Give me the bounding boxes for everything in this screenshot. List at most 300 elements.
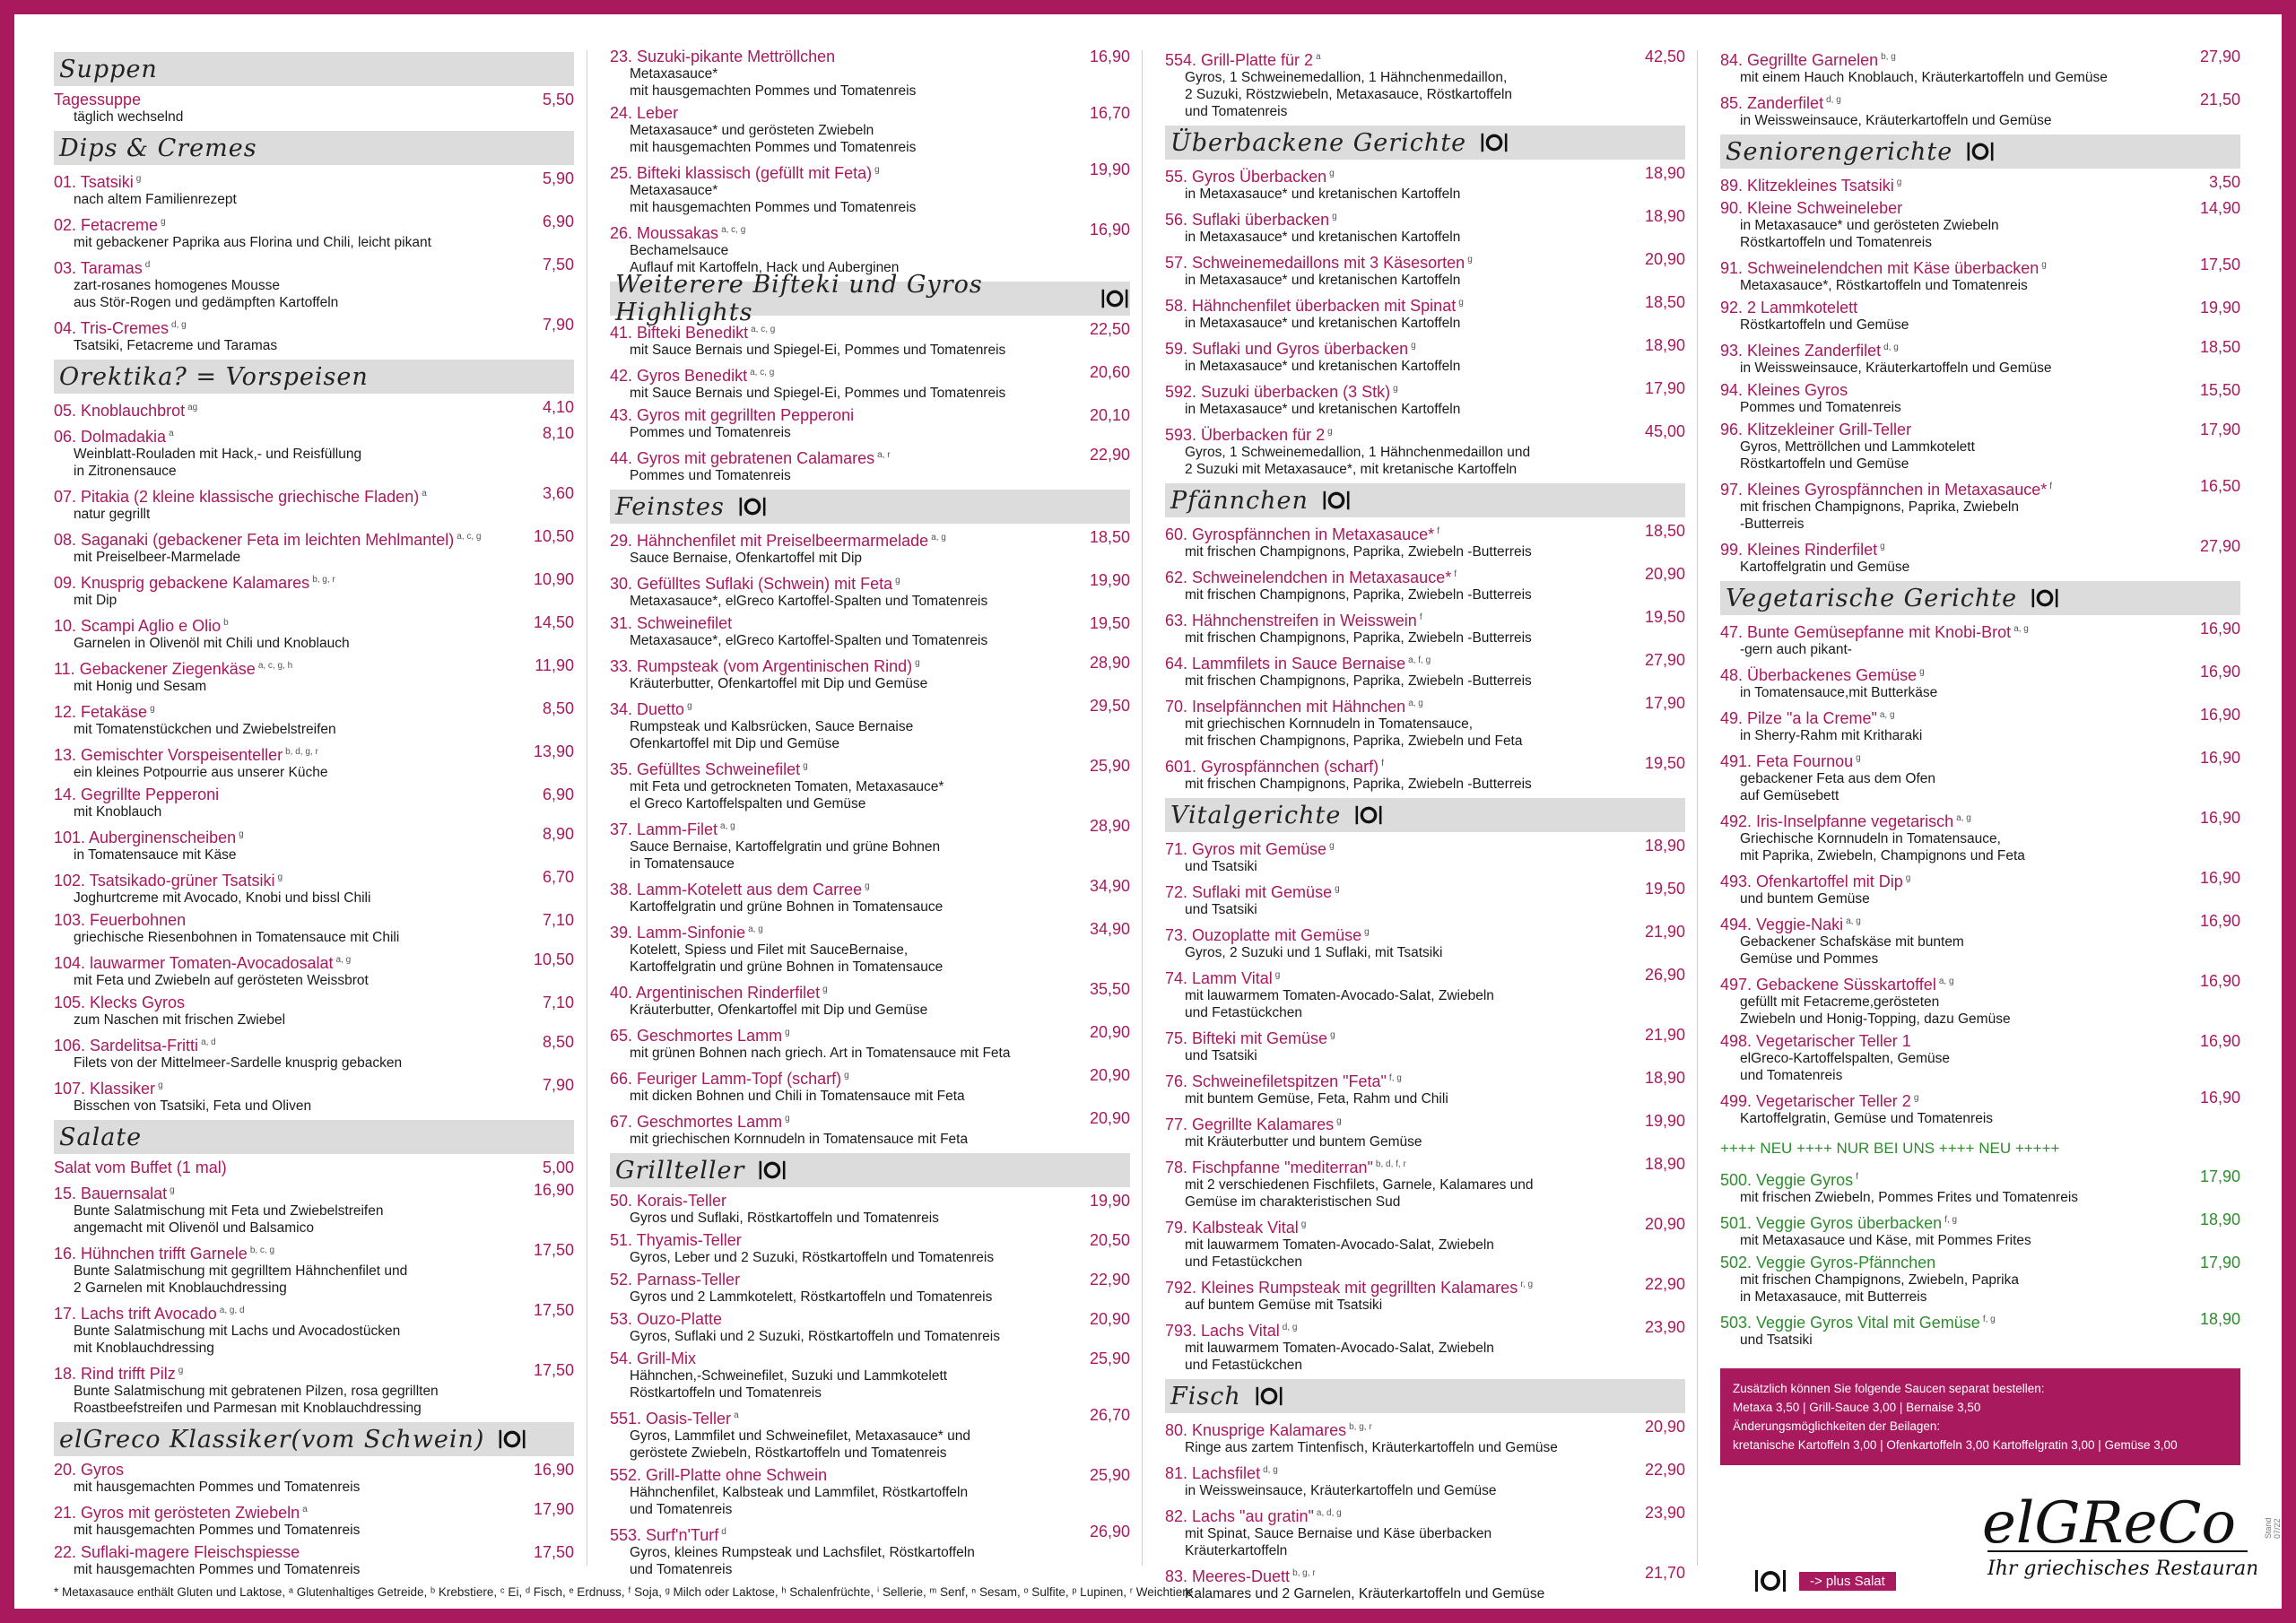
menu-item-name-text: 02. Fetacreme [54, 216, 159, 234]
menu-item [610, 921, 1130, 976]
menu-item-description: Bisschen von Tsatsiki, Feta und Oliven [74, 1098, 312, 1114]
menu-item-description: mit Sauce Bernais und Spiegel-Ei, Pommes und Tomatenreis [630, 343, 1006, 358]
menu-item-description: Kalamares und 2 Garnelen, Kräuterkartoffeln und Gemüse [1185, 1586, 1545, 1601]
menu-item-name [1165, 838, 1685, 858]
allergen-codes: g [874, 165, 880, 175]
menu-item-name-text: 494. Veggie-Naki [1720, 916, 1844, 933]
menu-item-price: 18,90 [1644, 207, 1685, 225]
menu-item-price: 16,50 [2199, 477, 2240, 495]
menu-item-name-text: 04. Tris-Cremes [54, 319, 170, 337]
menu-item-description: Bunte Salatmischung mit gebratenen Pilzen, rosa gegrillten Roastbeefstreifen und Parmesan mit Knoblauchdressing [74, 1384, 439, 1416]
menu-item [1165, 294, 1685, 332]
menu-item-name-text: 22. Suflaki-magere Fleischspiesse [54, 1543, 300, 1561]
menu-item-description: mit frischen Champignons, Zwiebeln, Paprika in Metaxasauce, mit Butterreis [1740, 1272, 2019, 1305]
menu-item [1720, 174, 2240, 195]
menu-item [1720, 382, 2240, 416]
menu-item-name-text: 15. Bauernsalat [54, 1185, 168, 1202]
menu-item [1720, 48, 2240, 86]
menu-item [54, 1544, 574, 1578]
menu-item-name [610, 1193, 1130, 1210]
menu-item-name [1165, 1419, 1685, 1439]
legend [1752, 1567, 1896, 1594]
plate-cutlery-icon [1965, 140, 1996, 163]
info-line: kretanische Kartoffeln 3,00 | Ofenkartoffeln 3,00 Kartoffelgratin 3,00 | Gemüse 3,00 [1733, 1438, 2178, 1452]
menu-item-name-text: 102. Tsatsikado-grüner Tsatsiki [54, 872, 275, 890]
menu-item [54, 657, 574, 695]
menu-item-name [54, 743, 574, 764]
menu-item-description: Kotelett, Spiess und Filet mit SauceBernaise, Kartoffelgratin und grüne Bohnen in Tomatensauce [630, 942, 944, 975]
allergen-codes: g [158, 1081, 163, 1090]
menu-item [610, 1311, 1130, 1345]
menu-item-price: 19,50 [1644, 880, 1685, 898]
section-title: Feinstes [615, 492, 725, 521]
menu-item-description: Gyros und 2 Lammkotelett, Röstkartoffeln und Tomatenreis [630, 1289, 993, 1305]
menu-item-description: mit Feta und getrockneten Tomaten, Metaxasauce* el Greco Kartoffelspalten und Gemüse [630, 779, 944, 812]
menu-item-name-text: 499. Vegetarischer Teller 2 [1720, 1092, 1911, 1110]
allergen-codes: g [1300, 1219, 1307, 1229]
menu-item-description: Rumpsteak und Kalbsrücken, Sauce Bernaise Ofenkartoffel mit Dip und Gemüse [630, 719, 914, 751]
allergen-codes: g [239, 829, 244, 839]
menu-item-price: 18,90 [1644, 164, 1685, 182]
menu-item-description: Gebackener Schafskäse mit buntem Gemüse und Pommes [1740, 934, 1964, 967]
allergen-codes: g [1327, 427, 1333, 437]
menu-item-name-text: 106. Sardelitsa-Fritti [54, 1037, 199, 1055]
menu-item-price: 18,90 [1644, 336, 1685, 354]
menu-item-description: in Metaxasauce* und kretanischen Kartoffeln [1185, 230, 1461, 245]
menu-item [610, 1407, 1130, 1462]
allergen-codes: a [1316, 52, 1321, 62]
menu-item-description: Kartoffelgratin und Gemüse [1740, 560, 1910, 575]
menu-item-price: 19,50 [1644, 754, 1685, 772]
menu-item-name-text: 104. lauwarmer Tomaten-Avocadosalat [54, 954, 334, 972]
menu-item-price: 35,50 [1089, 980, 1130, 998]
menu-item [1165, 1505, 1685, 1559]
menu-item-price: 19,50 [1644, 608, 1685, 626]
allergen-codes: b, g [1881, 52, 1896, 62]
plate-cutlery-icon [1254, 1384, 1284, 1408]
menu-item-name [54, 912, 574, 929]
menu-item-name-text: 09. Knusprig gebackene Kalamares [54, 574, 310, 592]
menu-item-price: 20,90 [1089, 1109, 1130, 1127]
menu-item-name [1720, 299, 2240, 317]
menu-item-name-text: 82. Lachs "au gratin" [1165, 1507, 1314, 1525]
menu-item-description: mit frischen Champignons, Paprika, Zwiebeln -Butterreis [1185, 673, 1532, 689]
menu-item [1165, 423, 1685, 478]
menu-item [54, 700, 574, 738]
allergen-codes: g [1856, 753, 1861, 763]
allergen-codes: d, g [1282, 1323, 1298, 1332]
menu-item-name-text: 96. Klitzekleiner Grill-Teller [1720, 421, 1912, 438]
menu-item-name-text: 497. Gebackene Süsskartoffel [1720, 976, 1936, 994]
menu-item [54, 1242, 574, 1297]
menu-item-description: mit einem Hauch Knoblauch, Kräuterkartoffeln und Gemüse [1740, 70, 2108, 85]
allergen-codes: d [144, 260, 151, 270]
menu-item-name [1720, 1211, 2240, 1232]
menu-item-description: mit grünen Bohnen nach griech. Art in Tomatensauce mit Feta [630, 1046, 1011, 1061]
section-header [54, 1120, 574, 1154]
allergen-codes: g [170, 1185, 175, 1195]
menu-item-name [1165, 294, 1685, 315]
allergen-codes: g [1905, 873, 1911, 883]
menu-item-description: in Metaxasauce* und gerösteten Zwiebeln Röstkartoffeln und Tomatenreis [1740, 218, 1999, 250]
allergen-codes: f [1381, 759, 1384, 768]
menu-item-name [54, 1302, 574, 1323]
menu-item-name-text: 12. Fetakäse [54, 703, 148, 721]
menu-item-name [1165, 1113, 1685, 1133]
menu-item [54, 912, 574, 946]
menu-item-price: 16,90 [2199, 809, 2240, 827]
menu-item [1165, 1113, 1685, 1150]
menu-item-price: 13,90 [533, 742, 574, 760]
menu-item-name [610, 1407, 1130, 1428]
menu-item-name [610, 1311, 1130, 1328]
menu-item-price: 20,90 [1644, 565, 1685, 583]
menu-item-name-text: 81. Lachsfilet [1165, 1464, 1261, 1482]
menu-item-description: Tsatsiki, Fetacreme und Taramas [74, 338, 278, 353]
menu-item-name [1165, 755, 1685, 776]
menu-item-name [1165, 251, 1685, 272]
menu-item-name-text: 65. Geschmortes Lamm [610, 1027, 783, 1045]
menu-item [54, 994, 574, 1028]
menu-column-3 [1165, 48, 1685, 1608]
section-header [610, 1153, 1130, 1187]
menu-item-name-text: 20. Gyros [54, 1461, 125, 1479]
menu-item-description: Metaxasauce* mit hausgemachten Pommes und Tomatenreis [630, 66, 917, 99]
menu-item-price: 17,50 [533, 1543, 574, 1561]
menu-item-name-text: 24. Leber [610, 104, 679, 122]
menu-item-price: 5,90 [542, 169, 574, 187]
allergen-codes: g [1896, 178, 1902, 187]
menu-item-description: mit 2 verschiedenen Fischfilets, Garnele, Kalamares und Gemüse im charakteristischen Sud [1185, 1177, 1534, 1210]
menu-item-price: 10,50 [533, 527, 574, 545]
menu-item-name [1165, 1462, 1685, 1482]
menu-item [610, 48, 1130, 100]
allergen-codes: g [1332, 212, 1337, 221]
menu-item-name-text: 07. Pitakia (2 kleine klassische griechische Fladen) [54, 488, 420, 506]
allergen-codes: g [1458, 298, 1464, 308]
allergen-codes: g [844, 1071, 849, 1081]
menu-item-price: 3,50 [2208, 173, 2240, 191]
menu-item-name [1165, 1156, 1685, 1176]
menu-item-name [1720, 256, 2240, 277]
menu-item-name [54, 256, 574, 277]
menu-item-description: und Tsatsiki [1185, 902, 1257, 917]
menu-item [54, 1182, 574, 1237]
menu-item-name-text: 91. Schweinelendchen mit Käse überbacken [1720, 259, 2039, 277]
allergen-codes: g [1919, 667, 1925, 677]
menu-item-name-text: 78. Fischpfanne "mediterran" [1165, 1159, 1373, 1176]
menu-item [610, 615, 1130, 649]
menu-item-name-text: 75. Bifteki mit Gemüse [1165, 1029, 1328, 1047]
menu-item-name [1720, 1033, 2240, 1050]
menu-item-description: in Metaxasauce* und kretanischen Kartoffeln [1185, 187, 1461, 202]
menu-item-price: 34,90 [1089, 920, 1130, 938]
section-title: Orektika? = Vorspeisen [59, 362, 369, 391]
allergen-codes: g [1330, 1030, 1335, 1040]
menu-item-name [54, 213, 574, 234]
allergen-codes: a, g, d [219, 1306, 245, 1315]
menu-item [1720, 256, 2240, 294]
menu-item [1720, 91, 2240, 129]
menu-item-name-text: 40. Argentinischen Rinderfilet [610, 984, 821, 1002]
menu-item-name-text: 13. Gemischter Vorspeisenteller [54, 746, 283, 764]
menu-item-description: mit frischen Champignons, Paprika, Zwiebeln -Butterreis [1185, 630, 1532, 646]
allergen-codes: a, g [931, 533, 946, 542]
menu-item-name-text: 29. Hähnchenfilet mit Preiselbeermarmelade [610, 532, 929, 550]
menu-item-price: 22,50 [1089, 320, 1130, 338]
info-line: Zusätzlich können Sie folgende Saucen separat bestellen: [1733, 1382, 2045, 1395]
menu-item-name-text: 554. Grill-Platte für 2 [1165, 51, 1314, 69]
menu-item-name-text: 592. Suzuki überbacken (3 Stk) [1165, 383, 1391, 401]
menu-item-name-text: 103. Feuerbohnen [54, 911, 187, 929]
menu-item [1720, 421, 2240, 473]
plate-cutlery-icon [1100, 287, 1130, 310]
menu-item-name-text: 101. Auberginenscheiben [54, 829, 237, 846]
menu-item-price: 3,60 [542, 484, 574, 502]
menu-item [1165, 251, 1685, 289]
menu-item-price: 28,90 [1089, 817, 1130, 835]
menu-item-price: 8,50 [542, 699, 574, 717]
menu-item-description: mit Sauce Bernais und Spiegel-Ei, Pommes und Tomatenreis [630, 386, 1006, 401]
plate-cutlery-icon [737, 495, 768, 518]
menu-item-price: 11,90 [535, 656, 574, 674]
menu-item-name-text: 64. Lammfilets in Sauce Bernaise [1165, 655, 1406, 673]
menu-item [54, 1362, 574, 1417]
menu-item-price: 7,50 [542, 256, 574, 273]
menu-item-name-text: 85. Zanderfilet [1720, 94, 1824, 112]
menu-item-description: Sauce Bernaise, Ofenkartoffel mit Dip [630, 551, 863, 566]
allergen-codes: d, g [171, 320, 187, 330]
menu-item [1165, 609, 1685, 647]
allergen-codes: g [2041, 260, 2047, 270]
menu-item-description: Bunte Salatmischung mit gegrilltem Hähnchenfilet und 2 Garnelen mit Knoblauchdressing [74, 1263, 408, 1296]
menu-item-price: 26,70 [1089, 1406, 1130, 1424]
allergen-codes: r, g [1520, 1280, 1534, 1289]
menu-item-description: in Weissweinsauce, Kräuterkartoffeln und Gemüse [1185, 1483, 1497, 1498]
menu-item-price: 15,50 [2199, 381, 2240, 399]
menu-item-price: 21,50 [2199, 91, 2240, 108]
menu-item-name [1165, 337, 1685, 358]
section-title: Vegetarische Gerichte [1726, 584, 2018, 612]
allergen-codes: g [1329, 841, 1335, 851]
menu-item-description: mit Dip [74, 593, 117, 608]
menu-item-price: 22,90 [1644, 1461, 1685, 1479]
menu-item-name [54, 425, 574, 446]
menu-item-description: Röstkartoffeln und Gemüse [1740, 317, 1909, 333]
menu-item-name [610, 981, 1130, 1002]
menu-column-4 [1720, 48, 2240, 1465]
menu-item [1720, 478, 2240, 533]
menu-item-description: mit griechischen Kornnudeln in Tomatensauce mit Feta [630, 1132, 969, 1147]
menu-item-name [610, 1271, 1130, 1289]
menu-item [610, 447, 1130, 484]
column-divider [1142, 50, 1143, 1566]
menu-item-name-text: 80. Knusprige Kalamares [1165, 1421, 1347, 1439]
allergen-codes: b [223, 618, 229, 628]
menu-item-price: 18,90 [1644, 837, 1685, 855]
menu-item [54, 213, 574, 251]
menu-item [1165, 881, 1685, 918]
menu-item-description: täglich wechselnd [74, 109, 184, 125]
menu-item-name [54, 1242, 574, 1263]
menu-item-price: 10,90 [533, 570, 574, 588]
menu-item-name [610, 698, 1130, 718]
menu-column-2 [610, 48, 1130, 1584]
menu-item-price: 17,90 [2199, 421, 2240, 438]
section-title: Seniorengerichte [1726, 137, 1953, 166]
menu-item-price: 20,90 [1644, 250, 1685, 268]
menu-item [610, 1523, 1130, 1578]
menu-item-name-text: 44. Gyros mit gebratenen Calamares [610, 449, 875, 467]
menu-item-price: 17,50 [533, 1361, 574, 1379]
menu-item-name [1165, 652, 1685, 673]
menu-item-description: Garnelen in Olivenöl mit Chili und Knoblauch [74, 636, 350, 651]
menu-item-name-text: 17. Lachs trift Avocado [54, 1305, 217, 1323]
menu-item-price: 8,90 [542, 825, 574, 843]
menu-item-name [1165, 48, 1685, 69]
menu-item-name [1165, 967, 1685, 987]
menu-item-name [54, 1159, 574, 1176]
menu-item [54, 826, 574, 864]
section-title: Vitalgerichte [1170, 801, 1342, 829]
menu-item [610, 1067, 1130, 1105]
menu-item [610, 878, 1130, 916]
menu-item [54, 1034, 574, 1072]
allergen-codes: g [822, 985, 828, 994]
menu-item-name [610, 615, 1130, 632]
menu-item-price: 7,90 [542, 316, 574, 334]
menu-item [54, 317, 574, 354]
menu-item-price: 17,90 [533, 1500, 574, 1518]
allergen-codes: d, g [1883, 343, 1899, 352]
menu-item [1720, 913, 2240, 968]
menu-item [1720, 973, 2240, 1028]
menu-item-name-text: 33. Rumpsteak (vom Argentinischen Rind) [610, 657, 913, 675]
allergen-codes: a, d [201, 1037, 216, 1047]
menu-item-price: 19,90 [2199, 299, 2240, 317]
menu-item-description: in Tomatensauce mit Käse [74, 847, 237, 863]
menu-item-name-text: 84. Gegrillte Garnelen [1720, 51, 1879, 69]
menu-item-description: mit dicken Bohnen und Chili in Tomatensauce mit Feta [630, 1089, 965, 1104]
menu-item-name [610, 1024, 1130, 1045]
menu-item-name [610, 447, 1130, 467]
menu-item-name-text: 11. Gebackener Ziegenkäse [54, 660, 256, 678]
allergen-codes: a [734, 1410, 739, 1420]
menu-item-name [1165, 609, 1685, 629]
menu-item-description: Metaxasauce*, elGreco Kartoffel-Spalten und Tomatenreis [630, 633, 988, 648]
menu-item-description: Joghurtcreme mit Avocado, Knobi und bissl Chili [74, 890, 371, 906]
menu-item-description: zart-rosanes homogenes Mousse aus Stör-Rogen und gedämpften Kartoffeln [74, 278, 339, 310]
menu-item-price: 6,90 [542, 213, 574, 230]
menu-item-price: 18,50 [2199, 338, 2240, 356]
menu-item-price: 17,50 [533, 1301, 574, 1319]
menu-item-description: mit lauwarmem Tomaten-Avocado-Salat, Zwiebeln und Fetastückchen [1185, 1341, 1494, 1373]
menu-item-name-text: 49. Pilze "a la Creme" [1720, 709, 1877, 727]
menu-item-name [610, 1350, 1130, 1367]
menu-item-name-text: 21. Gyros mit gerösteten Zwiebeln [54, 1504, 300, 1522]
menu-item-name [54, 1182, 574, 1202]
menu-item [54, 485, 574, 523]
allergen-codes: ag [187, 403, 198, 412]
menu-item-name [610, 105, 1130, 122]
menu-item-description: mit Tomatenstückchen und Zwiebelstreifen [74, 722, 336, 737]
menu-item-description: Kartoffelgratin und grüne Bohnen in Tomatensauce [630, 899, 944, 915]
menu-item-name-text: 59. Suflaki und Gyros überbacken [1165, 340, 1409, 358]
menu-item [1165, 1419, 1685, 1456]
menu-item-description: mit frischen Zwiebeln, Pommes Frites und Tomatenreis [1740, 1190, 2079, 1205]
menu-item-description: gefüllt mit Fetacreme,gerösteten Zwiebeln und Honig-Topping, dazu Gemüse [1740, 994, 2011, 1027]
menu-item-name-text: 92. 2 Lammkotelett [1720, 299, 1858, 317]
menu-item-name-text: 16. Hühnchen trifft Garnele [54, 1245, 248, 1263]
menu-item-description: mit Preiselbeer-Marmelade [74, 550, 241, 565]
menu-item-price: 16,90 [533, 1181, 574, 1199]
menu-item-price: 5,50 [542, 91, 574, 108]
menu-item-description: in Metaxasauce* und kretanischen Kartoffeln [1185, 273, 1461, 288]
logo-brand: elGReCo [1982, 1490, 2237, 1557]
menu-item-name [1720, 48, 2240, 69]
menu-item-name-text: 30. Gefülltes Suflaki (Schwein) mit Feta [610, 575, 893, 593]
menu-item-description: mit Spinat, Sauce Bernaise und Käse überbacken Kräuterkartoffeln [1185, 1526, 1492, 1558]
menu-item [1165, 755, 1685, 793]
menu-item-name [610, 48, 1130, 65]
allergen-codes: g [915, 658, 920, 668]
allergen-codes: a, g [1846, 916, 1861, 926]
menu-item-description: Hähnchen,-Schweinefilet, Suzuki und Lammkotelett Röstkartoffeln und Tomatenreis [630, 1368, 948, 1401]
allergen-codes: g [1336, 1116, 1342, 1126]
allergen-codes: g [1329, 169, 1335, 178]
menu-item-name [610, 161, 1130, 182]
allergen-codes: a, c, g, h [257, 661, 293, 671]
allergen-codes: a, f, g [1408, 655, 1431, 665]
info-line: Änderungsmöglichkeiten der Beilagen: [1733, 1419, 1941, 1433]
menu-item-name-text: 55. Gyros Überbacken [1165, 168, 1327, 186]
menu-item-price: 16,90 [2199, 1089, 2240, 1107]
menu-item-price: 16,90 [1089, 221, 1130, 239]
menu-item-name-text: 593. Überbacken für 2 [1165, 426, 1326, 444]
allergen-codes: a, g [1956, 813, 1971, 823]
menu-item-name [54, 571, 574, 592]
menu-item-name [1720, 621, 2240, 641]
menu-item [1165, 1156, 1685, 1211]
menu-item-price: 20,60 [1089, 363, 1130, 381]
section-header [1720, 581, 2240, 615]
menu-item-description: Bechamelsauce Auflauf mit Kartoffeln, Hack und Auberginen [630, 243, 900, 275]
menu-item-name [610, 878, 1130, 898]
menu-item [1720, 1254, 2240, 1306]
menu-item-description: mit frischen Champignons, Paprika, Zwiebeln -Butterreis [1185, 587, 1532, 603]
menu-item-description: Kartoffelgratin, Gemüse und Tomatenreis [1740, 1111, 1994, 1126]
menu-item-name-text: 06. Dolmadakia [54, 428, 167, 446]
menu-item-name [610, 529, 1130, 550]
menu-item-description: mit griechischen Kornnudeln in Tomatensauce, mit frischen Champignons, Paprika, Zwiebeln und Feta [1185, 716, 1523, 749]
menu-item-name [610, 321, 1130, 342]
allergen-codes: a, c, g [751, 325, 776, 334]
menu-item-price: 7,10 [542, 994, 574, 1011]
section-title: Dips & Cremes [59, 134, 257, 162]
menu-item-name [1165, 165, 1685, 186]
menu-item-price: 6,70 [542, 868, 574, 886]
allergen-codes: b, g, r [1292, 1568, 1316, 1578]
menu-item-price: 16,90 [2199, 869, 2240, 887]
menu-item-name-text: 551. Oasis-Teller [610, 1410, 732, 1428]
menu-item-name-text: 57. Schweinemedaillons mit 3 Käsesorten [1165, 254, 1465, 272]
menu-item-description: und Tsatsiki [1185, 1048, 1257, 1063]
menu-item [1165, 1462, 1685, 1499]
menu-item-price: 20,10 [1089, 406, 1130, 424]
menu-item [1720, 339, 2240, 377]
menu-item-price: 21,90 [1644, 923, 1685, 941]
menu-item-name-text: 500. Veggie Gyros [1720, 1171, 1854, 1189]
